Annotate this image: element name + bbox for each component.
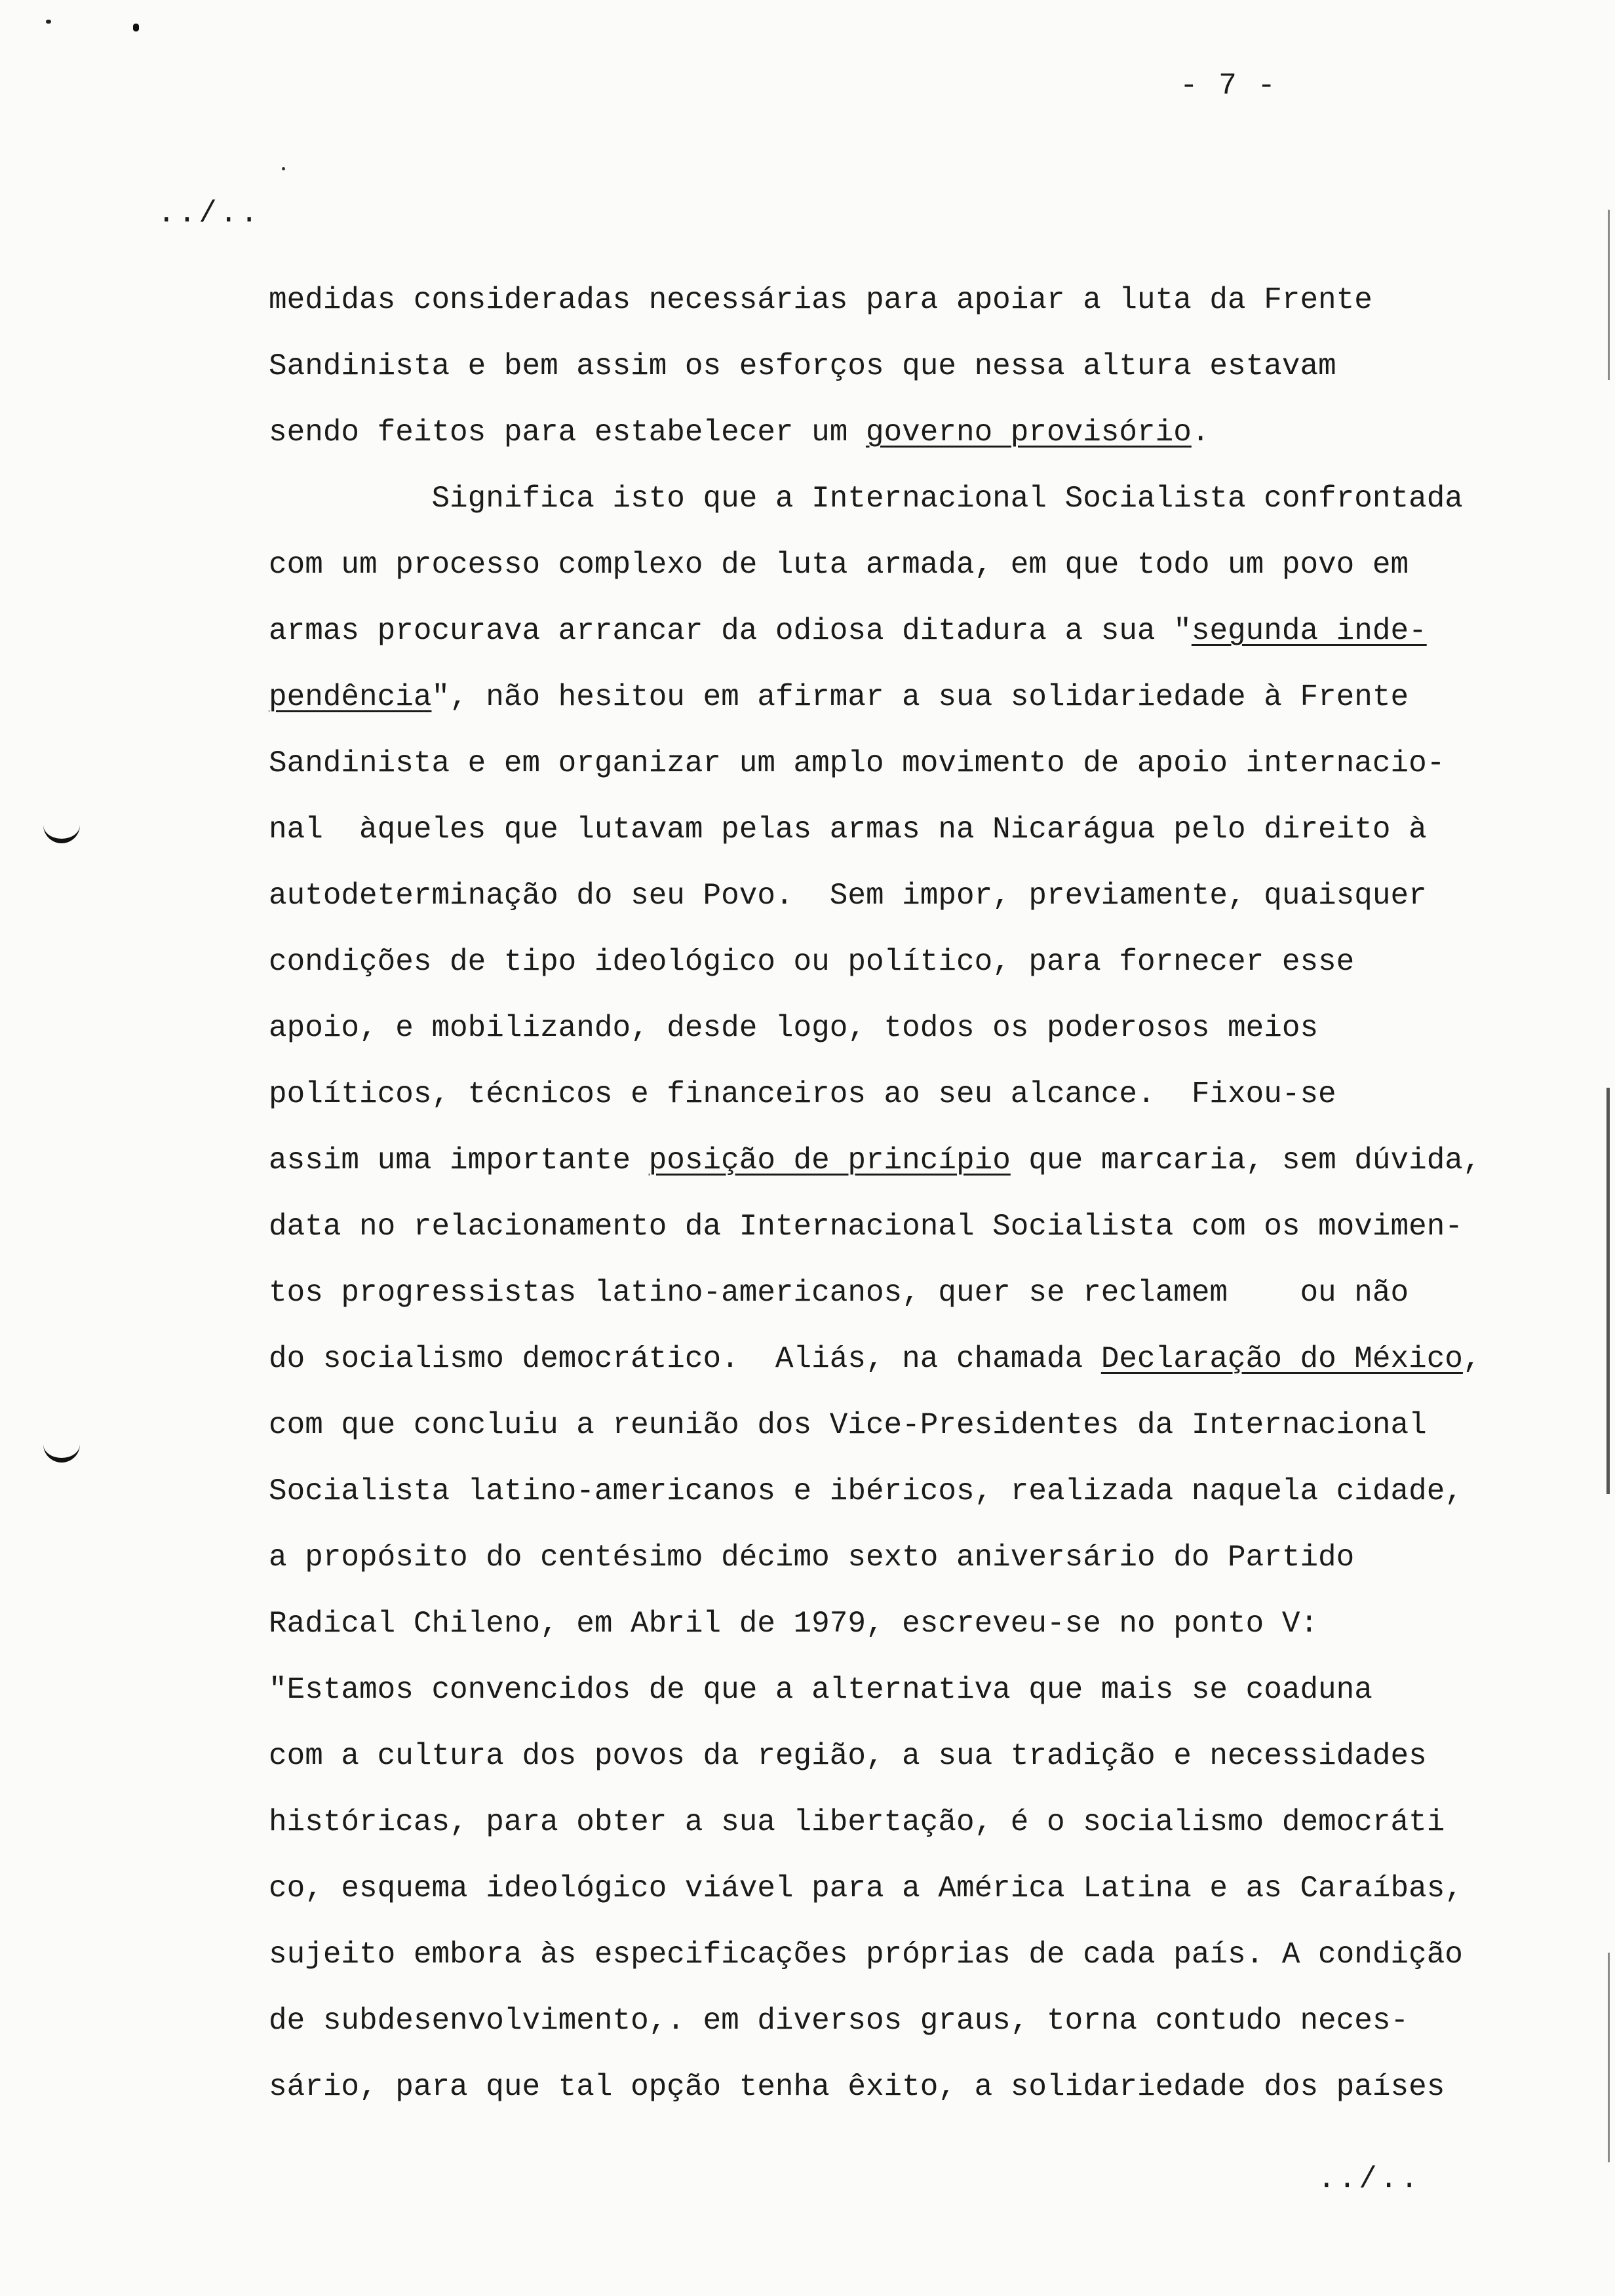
text-line [269, 2054, 1593, 2120]
text-segment: Socialista latino-americanos e ibéricos, realizada naquela cidade, [269, 1474, 1463, 1508]
text-segment: com a cultura dos povos da região, a sua tradição e necessidades [269, 1739, 1427, 1773]
text-segment: Sandinista e em organizar um amplo movimento de apoio internacio- [269, 746, 1445, 780]
text-segment: co, esquema ideológico viável para a América Latina e as Caraíbas, [269, 1871, 1463, 1905]
text-line [269, 334, 1593, 400]
text-segment: Radical Chileno, em Abril de 1979, escreveu-se no ponto V: [269, 1607, 1319, 1641]
text-line [269, 1591, 1593, 1657]
text-segment: Significa isto que a Internacional Socialista confrontada [269, 482, 1463, 516]
text-segment: "Estamos convencidos de que a alternativa que mais se coaduna [269, 1673, 1372, 1707]
text-line [269, 598, 1593, 664]
text-segment: . [1191, 415, 1210, 450]
text-line [269, 1789, 1593, 1856]
text-segment: , [1462, 1342, 1481, 1376]
text-segment: com um processo complexo de luta armada, em que todo um povo em [269, 548, 1409, 582]
text-line [269, 863, 1593, 929]
scan-speck [282, 167, 285, 170]
text-line [269, 1194, 1593, 1260]
text-line [269, 1260, 1593, 1326]
text-segment: políticos, técnicos e financeiros ao seu alcance. Fixou-se [269, 1077, 1336, 1111]
text-segment: medidas consideradas necessárias para apoiar a luta da Frente [269, 283, 1372, 317]
continuation-marker-bottom: ../.. [1317, 2162, 1422, 2196]
text-segment: sendo feitos para estabelecer um [269, 415, 866, 450]
punch-hole-mark [43, 1438, 80, 1463]
underlined-phrase: posição de princípio [648, 1143, 1011, 1177]
text-line [269, 1657, 1593, 1723]
text-line [269, 731, 1593, 797]
text-line [269, 1988, 1593, 2054]
text-segment: que marcaria, sem dúvida, [1010, 1143, 1481, 1177]
text-line [269, 797, 1593, 863]
continuation-marker-top: ../.. [157, 197, 262, 231]
text-line [269, 1392, 1593, 1459]
text-segment: armas procurava arrancar da odiosa ditadura a sua " [269, 614, 1192, 648]
page-number: - 7 - [1180, 69, 1277, 103]
text-line [269, 1856, 1593, 1922]
text-line [269, 1062, 1593, 1128]
page-edge-shadow [1608, 1953, 1610, 2162]
text-line [269, 400, 1593, 466]
underlined-phrase: pendência [269, 680, 432, 714]
text-segment: apoio, e mobilizando, desde logo, todos os poderosos meios [269, 1011, 1319, 1045]
text-segment: Sandinista e bem assim os esforços que nessa altura estavam [269, 349, 1336, 383]
text-line [269, 664, 1593, 731]
text-segment: ", não hesitou em afirmar a sua solidariedade à Frente [431, 680, 1409, 714]
text-line [269, 267, 1593, 334]
body-text [269, 267, 1593, 2120]
page-edge-shadow [1606, 1088, 1610, 1494]
text-line [269, 929, 1593, 995]
text-segment: sário, para que tal opção tenha êxito, a solidariedade dos países [269, 2070, 1445, 2104]
text-line [269, 995, 1593, 1062]
underlined-phrase: segunda inde- [1191, 614, 1427, 648]
page-edge-shadow [1608, 210, 1610, 380]
underlined-phrase: governo provisório [865, 415, 1192, 450]
text-line [269, 466, 1593, 532]
scan-speck [46, 20, 51, 24]
text-segment: autodeterminação do seu Povo. Sem impor, previamente, quaisquer [269, 879, 1427, 913]
text-segment: tos progressistas latino-americanos, quer se reclamem ou não [269, 1276, 1409, 1310]
text-line [269, 1723, 1593, 1789]
punch-hole-mark [43, 819, 80, 843]
text-line [269, 1922, 1593, 1988]
text-segment: históricas, para obter a sua libertação, é o socialismo democráti [269, 1805, 1445, 1839]
text-segment: a propósito do centésimo décimo sexto aniversário do Partido [269, 1540, 1355, 1575]
text-segment: condições de tipo ideológico ou político, para fornecer esse [269, 945, 1355, 979]
underlined-phrase: Declaração do México [1100, 1342, 1463, 1376]
text-segment: data no relacionamento da Internacional Socialista com os movimen- [269, 1210, 1463, 1244]
text-segment: sujeito embora às especificações próprias de cada país. A condição [269, 1938, 1463, 1972]
scan-speck [133, 24, 139, 31]
text-segment: com que concluiu a reunião dos Vice-Presidentes da Internacional [269, 1408, 1427, 1442]
text-line [269, 1128, 1593, 1194]
text-segment: assim uma importante [269, 1143, 649, 1177]
text-segment: de subdesenvolvimento,. em diversos graus, torna contudo neces- [269, 2004, 1409, 2038]
text-line [269, 1459, 1593, 1525]
text-line [269, 532, 1593, 598]
text-segment: nal àqueles que lutavam pelas armas na Nicarágua pelo direito à [269, 813, 1427, 847]
text-line [269, 1525, 1593, 1591]
text-segment: do socialismo democrático. Aliás, na chamada [269, 1342, 1101, 1376]
text-line [269, 1326, 1593, 1392]
